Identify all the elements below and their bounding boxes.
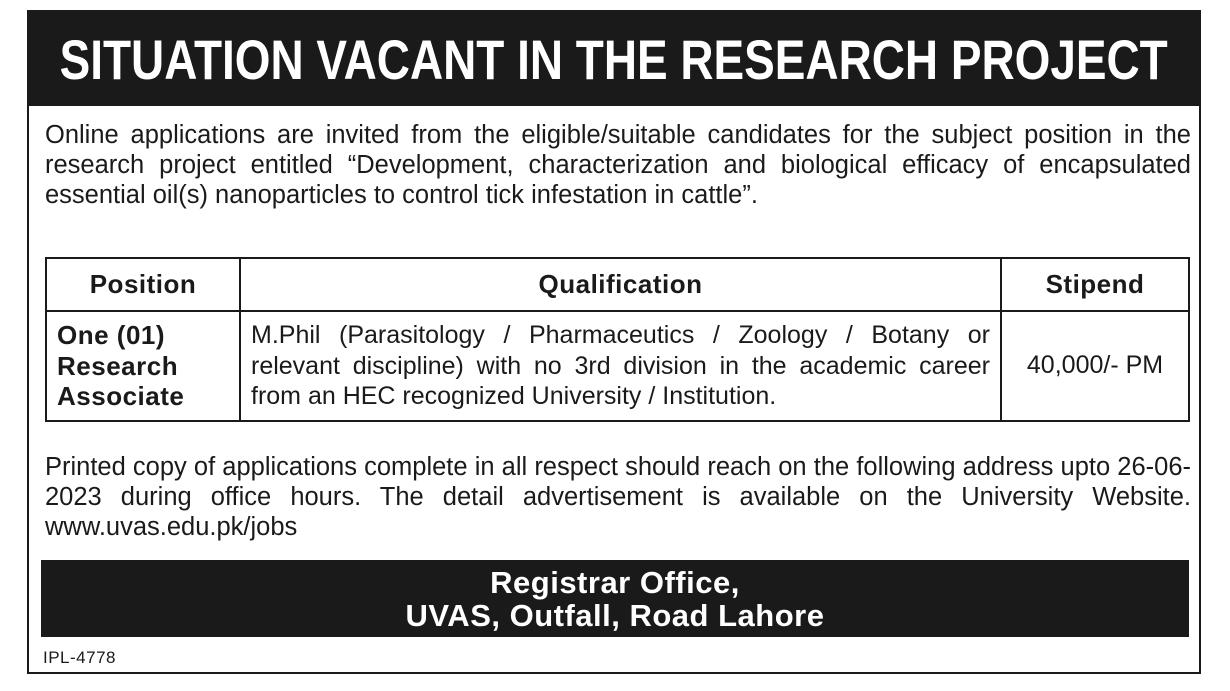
- position-cell: [46, 311, 240, 421]
- qualification-cell: M.Phil (Parasitology / Pharmaceutics / Zoology / Botany or relevant discipline) with no 3rd division in the academic career from an HEC recognized University / Institution.: [240, 311, 1001, 421]
- position-line: Associate: [57, 381, 185, 411]
- header-position: Position: [46, 258, 240, 311]
- reference-code: IPL-4778: [43, 648, 116, 667]
- address-banner: [41, 560, 1189, 637]
- table-header-row: [46, 258, 1189, 311]
- position-line: Research: [57, 350, 179, 381]
- address-line-1: Registrar Office,: [490, 565, 740, 600]
- address-line-2: UVAS, Outfall, Road Lahore: [405, 598, 825, 633]
- headline-banner: [29, 12, 1199, 106]
- headline-text: SITUATION VACANT IN THE RESEARCH PROJECT: [59, 27, 1169, 91]
- table-row: [46, 311, 1189, 421]
- stipend-cell: 40,000/- PM: [1001, 311, 1189, 421]
- advertisement: [27, 10, 1201, 674]
- header-qualification: Qualification: [240, 258, 1001, 311]
- intro-paragraph: Online applications are invited from the eligible/suitable candidates for the subject position in the research project entitled “Development, characterization and biological efficacy of encapsulated essential oil(s) nanoparticles to control tick infestation in cattle”.: [45, 121, 1191, 209]
- position-line: One (01): [57, 320, 166, 350]
- header-stipend: Stipend: [1001, 258, 1189, 311]
- closing-paragraph: Printed copy of applications complete in all respect should reach on the following address upto 26-06-2023 during office hours. The detail advertisement is available on the University Website. www.uvas.edu.pk/jobs: [45, 453, 1191, 541]
- vacancy-table: [45, 257, 1190, 422]
